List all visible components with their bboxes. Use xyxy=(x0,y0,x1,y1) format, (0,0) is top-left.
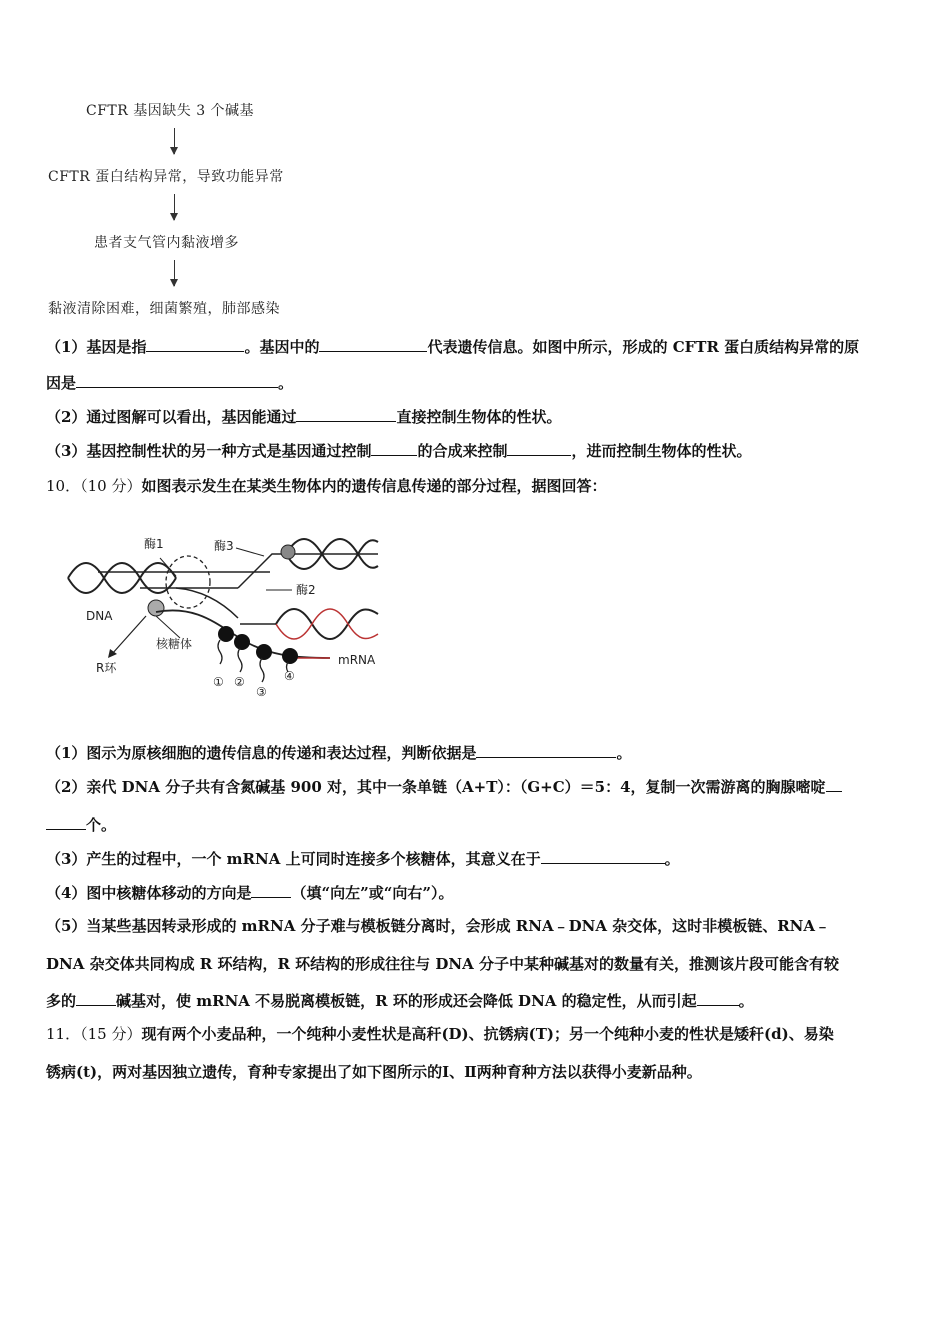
label-enzyme1: 酶1 xyxy=(144,537,164,551)
q10-part5-line1: （5）当某些基因转录形成的 mRNA 分子难与模板链分离时，会形成 RNA﹣DNA 杂交体，这时非模板链、RNA﹣ xyxy=(46,917,831,935)
answer-blank[interactable] xyxy=(76,372,278,388)
q9-part1-line1: （1）基因是指 。基因中的 代表遗传信息。如图中所示，形成的 CFTR 蛋白质结构异常的原 xyxy=(46,338,860,356)
flow-step-3: 患者支气管内黏液增多 xyxy=(94,235,239,251)
answer-blank[interactable] xyxy=(541,848,665,864)
down-arrow-icon xyxy=(174,260,175,286)
template-strand xyxy=(176,588,238,618)
down-arrow-icon xyxy=(174,194,175,220)
dna-strand xyxy=(276,609,378,639)
answer-blank[interactable] xyxy=(296,406,396,422)
rna-polymerase xyxy=(148,600,164,616)
label-mrna: mRNA xyxy=(338,653,376,667)
q9-part2: （2）通过图解可以看出，基因能通过 直接控制生物体的性状。 xyxy=(46,408,562,426)
polypeptide xyxy=(218,640,222,664)
q10-part3: （3）产生的过程中，一个 mRNA 上可同时连接多个核糖体，其意义在于 。 xyxy=(46,850,680,868)
new-dna-strand xyxy=(276,609,378,639)
q10-part5-line2: DNA 杂交体共同构成 R 环结构，R 环结构的形成往往与 DNA 分子中某种碱基对的数量有关，推测该片段可能含有较 xyxy=(46,955,839,973)
leader-line xyxy=(236,548,264,556)
answer-blank[interactable] xyxy=(371,440,417,456)
q9-part1-line2: 因是 。 xyxy=(46,374,294,392)
q10-part5-line3: 多的 碱基对，使 mRNA 不易脱离模板链，R 环的形成还会降低 DNA 的稳定性，从而引起 。 xyxy=(46,992,754,1010)
q11-line2: 锈病(t)，两对基因独立遗传，育种专家提出了如下图所示的Ⅰ、Ⅱ两种育种方法以获得小麦新品种。 xyxy=(46,1063,702,1081)
label-n3: ③ xyxy=(256,685,267,699)
q10-part1: （1）图示为原核细胞的遗传信息的传递和表达过程，判断依据是 。 xyxy=(46,744,632,762)
down-arrow-icon xyxy=(174,128,175,154)
polypeptide xyxy=(260,658,264,682)
leader-line xyxy=(156,616,180,638)
q10-part4: （4）图中核糖体移动的方向是 （填“向左”或“向右”）。 xyxy=(46,884,454,902)
ribosome xyxy=(282,648,298,664)
q11-header: 11．（15 分）现有两个小麦品种，一个纯种小麦性状是高秆(D)、抗锈病(T)；另一个纯种小麦的性状是矮秆(d)、易染 xyxy=(46,1025,834,1043)
q10-part2-line2: 个。 xyxy=(46,814,116,835)
answer-blank[interactable] xyxy=(476,742,616,758)
answer-blank[interactable] xyxy=(319,336,427,352)
answer-blank[interactable] xyxy=(46,814,86,830)
ribosome xyxy=(234,634,250,650)
answer-blank[interactable] xyxy=(826,776,842,792)
label-dna: DNA xyxy=(86,609,113,623)
label-ribosome: 核糖体 xyxy=(156,637,193,651)
answer-blank[interactable] xyxy=(697,990,739,1006)
enzyme3-ball xyxy=(281,545,295,559)
answer-blank[interactable] xyxy=(146,336,244,352)
gene-expression-figure xyxy=(60,528,382,704)
rloop-arrow xyxy=(112,616,146,654)
leader-line xyxy=(160,558,176,576)
polypeptide xyxy=(238,648,242,672)
label-enzyme3: 酶3 xyxy=(214,539,234,553)
q10-header: 10．（10 分）如图表示发生在某类生物体内的遗传信息传递的部分过程，据图回答： xyxy=(46,477,607,495)
answer-blank[interactable] xyxy=(76,990,116,1006)
cftr-flowchart xyxy=(46,96,300,318)
answer-blank[interactable] xyxy=(507,440,571,456)
flow-step-4: 黏液清除困难，细菌繁殖，肺部感染 xyxy=(48,301,280,317)
label-n1: ① xyxy=(213,675,224,689)
flow-step-2: CFTR 蛋白结构异常，导致功能异常 xyxy=(48,169,284,185)
label-n4: ④ xyxy=(284,669,295,683)
answer-blank[interactable] xyxy=(251,882,291,898)
ribosome xyxy=(256,644,272,660)
label-n2: ② xyxy=(234,675,245,689)
q9-part3: （3）基因控制性状的另一种方式是基因通过控制 的合成来控制 ，进而控制生物体的性状。 xyxy=(46,442,752,460)
label-rloop: R环 xyxy=(96,661,117,675)
flow-step-1: CFTR 基因缺失 3 个碱基 xyxy=(86,103,255,119)
label-enzyme2: 酶2 xyxy=(296,583,316,597)
ribosome xyxy=(218,626,234,642)
q10-part2-line1: （2）亲代 DNA 分子共有含氮碱基 900 对，其中一条单链（A+T）：（G+C）＝5：4，复制一次需游离的胸腺嘧啶 xyxy=(46,776,842,797)
